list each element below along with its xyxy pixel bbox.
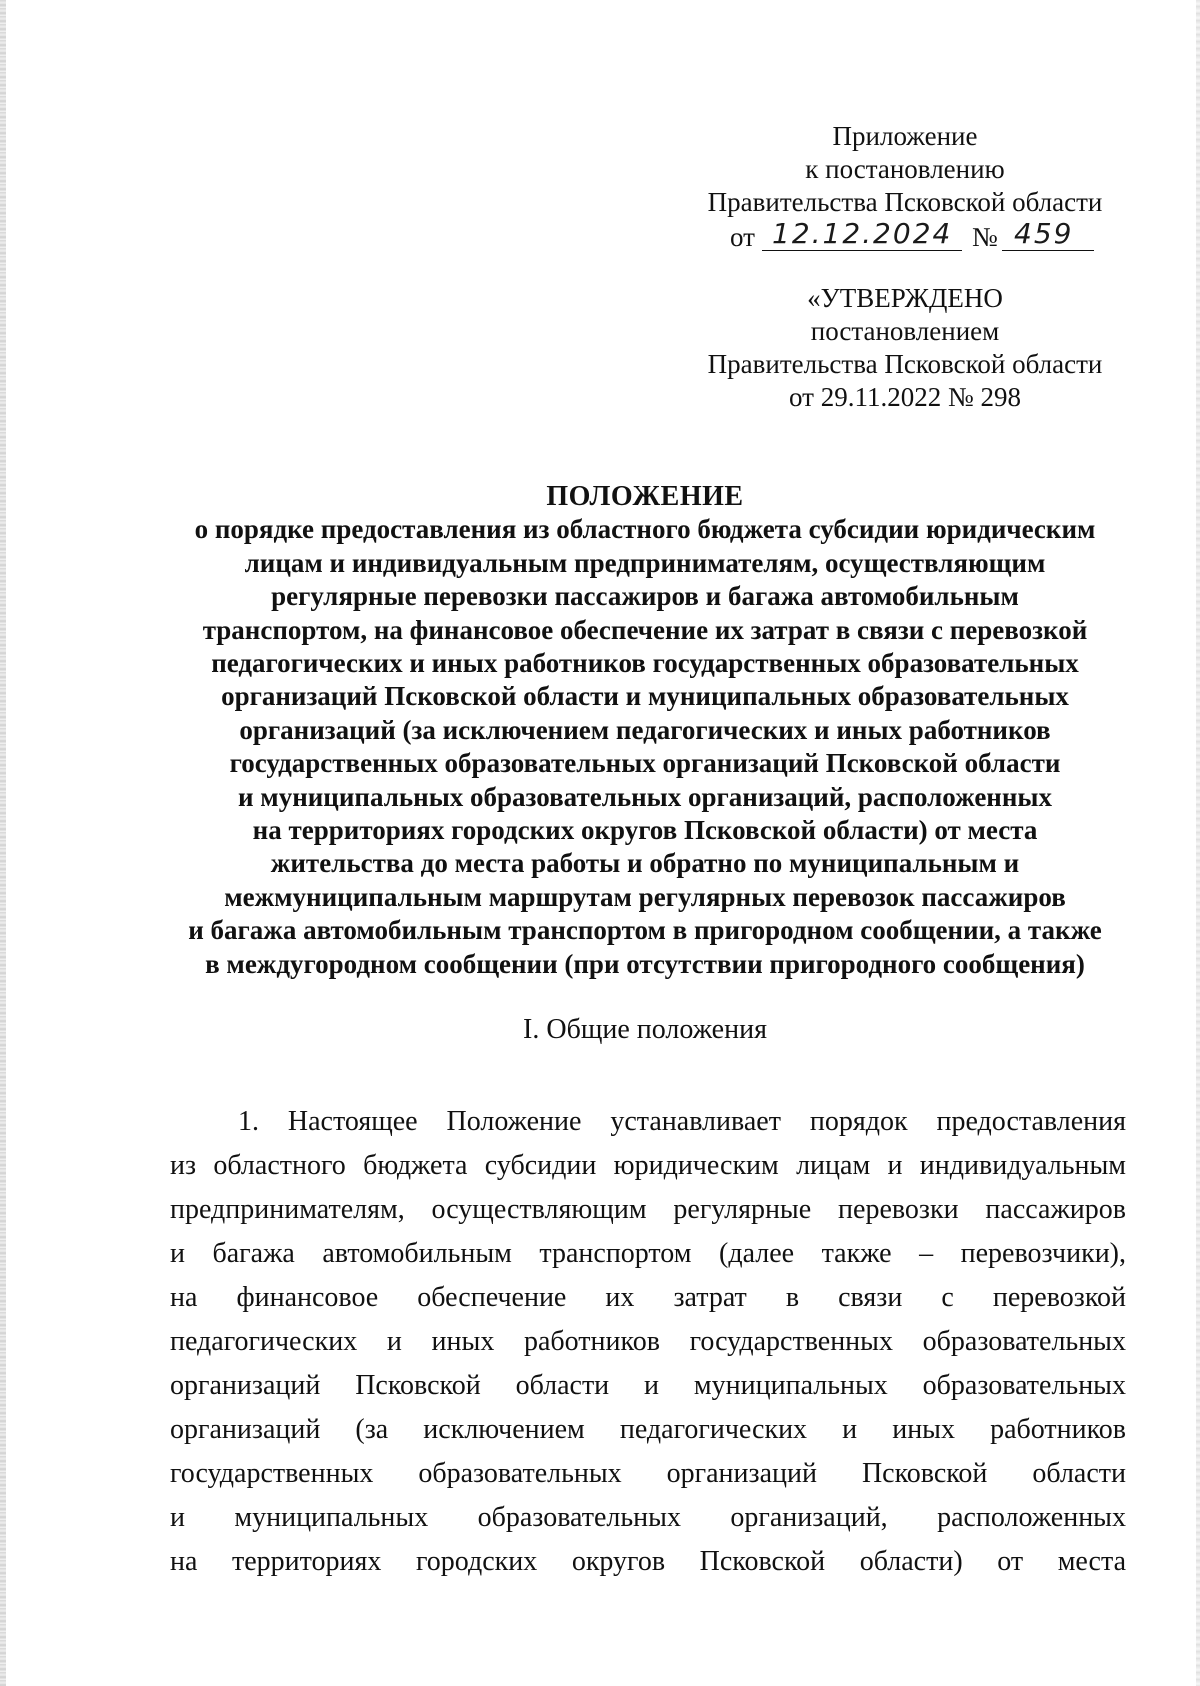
date-handwritten: 12.12.2024 bbox=[772, 217, 953, 250]
date-underline bbox=[762, 250, 962, 251]
approved-line: постановлением bbox=[810, 316, 1000, 346]
title-subtitle-line: и муниципальных образовательных организаций, расположенных bbox=[238, 781, 1052, 812]
appendix-date-row bbox=[690, 219, 1120, 259]
title-subtitle-line: регулярные перевозки пассажиров и багажа автомобильным bbox=[271, 581, 1019, 612]
approved-line: «УТВЕРЖДЕНО bbox=[807, 283, 1003, 313]
paragraph-line: предпринимателям, осуществляющим регулярные перевозки пассажиров bbox=[170, 1194, 1126, 1225]
paragraph-line: педагогических и иных работников государственных образовательных bbox=[170, 1326, 1126, 1357]
paragraph-line: и багажа автомобильным транспортом (далее также – перевозчики), bbox=[170, 1238, 1126, 1269]
approved-line: Правительства Псковской области bbox=[707, 349, 1103, 379]
number-handwritten: 459 bbox=[1014, 217, 1074, 250]
appendix-header bbox=[690, 120, 1120, 259]
appendix-line: Приложение bbox=[832, 121, 978, 151]
appendix-line: Правительства Псковской области bbox=[707, 187, 1103, 217]
scan-right-edge bbox=[1196, 0, 1200, 1686]
paragraph-line: государственных образовательных организаций Псковской области bbox=[170, 1458, 1126, 1489]
title-subtitle-line: транспортом, на финансовое обеспечение их затрат в связи с перевозкой bbox=[202, 614, 1088, 645]
paragraph-1 bbox=[170, 1100, 1126, 1584]
title-subtitle-line: педагогических и иных работников государственных образовательных bbox=[211, 648, 1079, 679]
approved-header bbox=[690, 282, 1120, 414]
paragraph-line: 1. Настоящее Положение устанавливает порядок предоставления bbox=[238, 1106, 1126, 1137]
paragraph-line: организаций Псковской области и муниципальных образовательных bbox=[170, 1370, 1126, 1401]
number-prefix: № bbox=[972, 222, 998, 252]
document-title bbox=[150, 480, 1140, 981]
paragraph-line: организаций (за исключением педагогических и иных работников bbox=[170, 1414, 1126, 1445]
approved-line: от 29.11.2022 № 298 bbox=[789, 382, 1021, 412]
title-subtitle-line: в междугородном сообщении (при отсутствии пригородного сообщения) bbox=[205, 948, 1085, 979]
title-subtitle-line: лицам и индивидуальным предпринимателям, осуществляющим bbox=[244, 547, 1046, 578]
title-subtitle-line: организаций Псковской области и муниципальных образовательных bbox=[221, 681, 1069, 712]
title-subtitle-line: и багажа автомобильным транспортом в пригородном сообщении, а также bbox=[188, 915, 1102, 946]
title-subtitle-line: на территориях городских округов Псковской области) от места bbox=[252, 815, 1038, 846]
title-subtitle-line: государственных образовательных организаций Псковской области bbox=[229, 748, 1061, 779]
paragraph-line: из областного бюджета субсидии юридическим лицам и индивидуальным bbox=[170, 1150, 1126, 1181]
title-subtitle-line: межмуниципальным маршрутам регулярных перевозок пассажиров bbox=[224, 881, 1066, 912]
number-underline bbox=[1002, 250, 1094, 251]
paragraph-line: на финансовое обеспечение их затрат в связи с перевозкой bbox=[170, 1282, 1126, 1313]
title-subtitle-line: о порядке предоставления из областного бюджета субсидии юридическим bbox=[194, 514, 1096, 545]
title-subtitle-line: организаций (за исключением педагогических и иных работников bbox=[239, 714, 1051, 745]
title-subtitle-line: жительства до места работы и обратно по муниципальным и bbox=[270, 848, 1020, 879]
section-heading: I. Общие положения bbox=[523, 1014, 767, 1045]
date-prefix: от bbox=[730, 222, 755, 252]
paragraph-line: и муниципальных образовательных организаций, расположенных bbox=[170, 1502, 1126, 1533]
paragraph-line: на территориях городских округов Псковской области) от места bbox=[170, 1546, 1126, 1577]
title-main: ПОЛОЖЕНИЕ bbox=[546, 481, 744, 512]
appendix-line: к постановлению bbox=[805, 154, 1005, 184]
scan-left-edge bbox=[0, 0, 6, 1686]
